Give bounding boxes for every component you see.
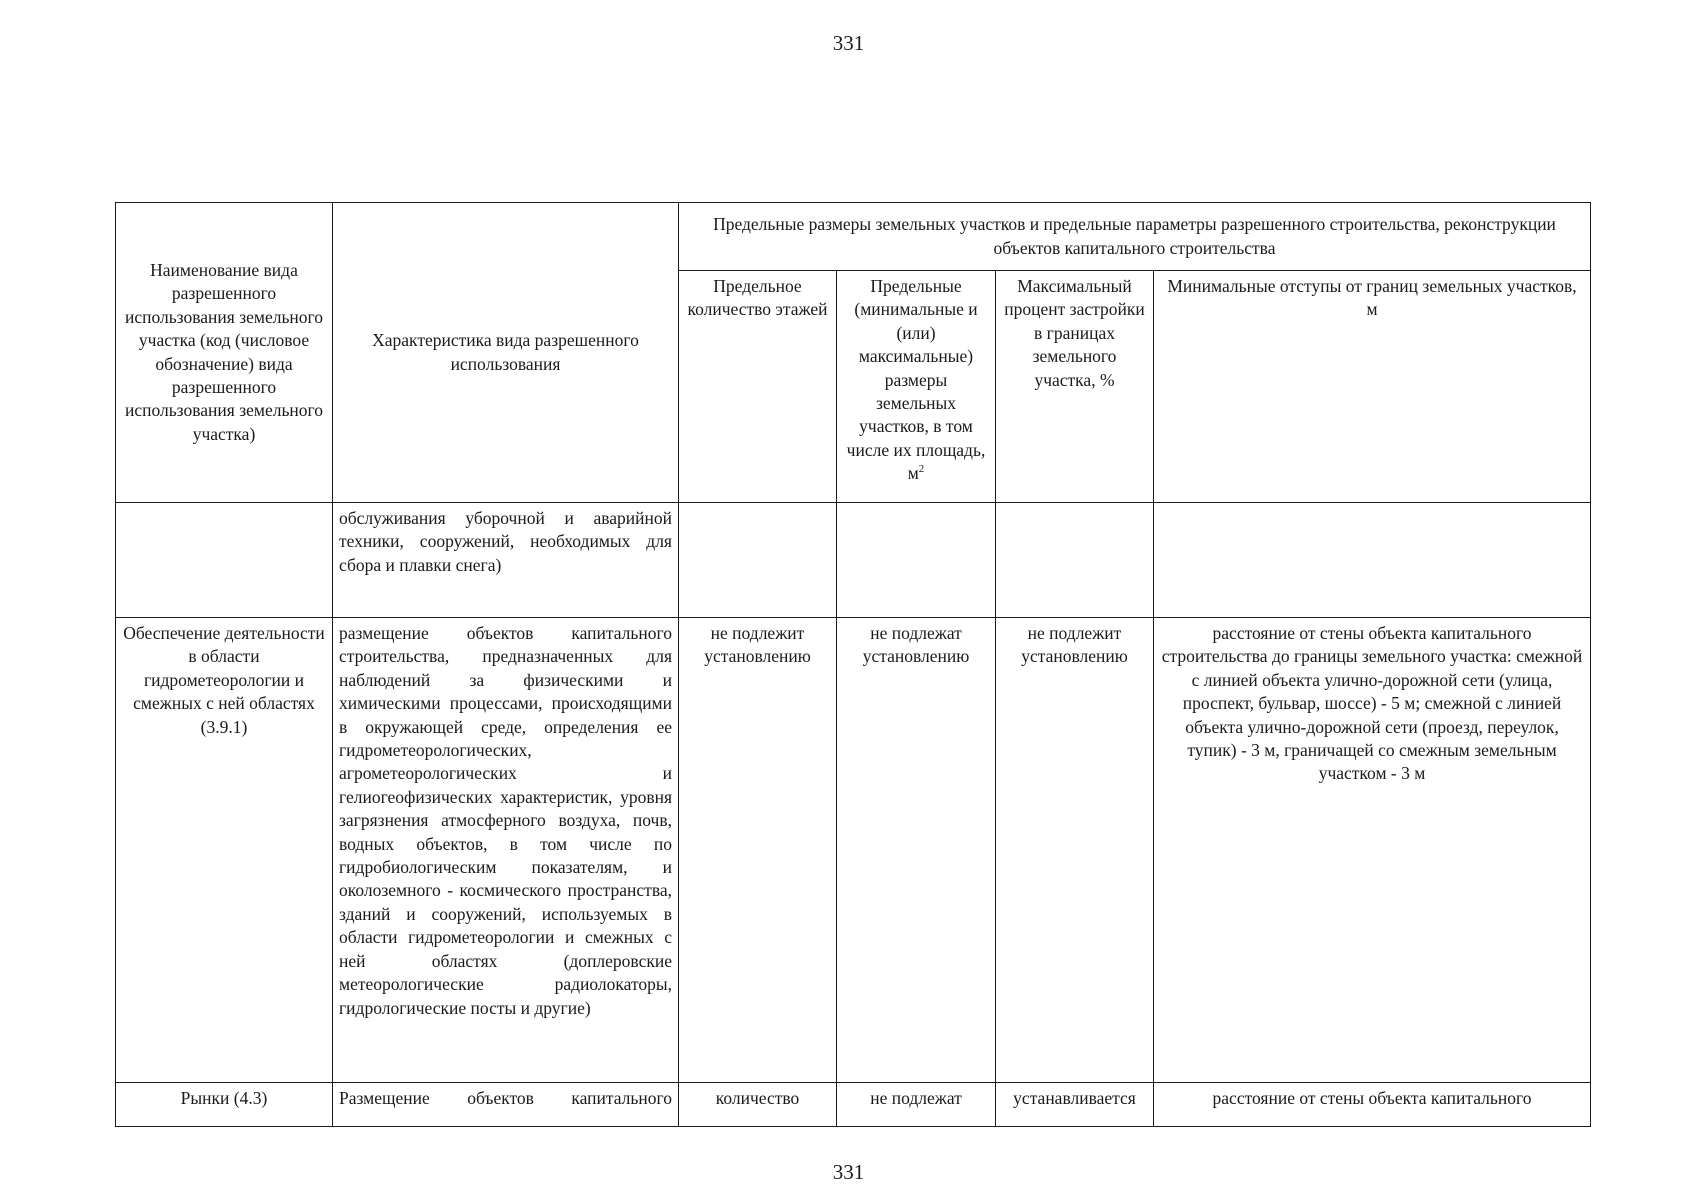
header-plot-sizes (837, 271, 996, 503)
row-2-coverage: не подлежит установлению (996, 618, 1154, 1083)
table-row (116, 1083, 1591, 1127)
row-1-sizes (837, 503, 996, 618)
header-plot-sizes-text: Предельные (минимальные и (или) максимальные) размеры земельных участков, в том числе их площадь, м (846, 276, 986, 484)
row-3-setbacks: расстояние от стены объекта капитального (1154, 1083, 1591, 1127)
row-3-sizes: не подлежат (837, 1083, 996, 1127)
header-max-floors: Предельное количество этажей (679, 271, 837, 503)
header-use-description: Характеристика вида разрешенного использования (333, 203, 679, 503)
row-3-description: Размещение объектов капитального (333, 1083, 679, 1127)
table-header-row (116, 203, 1591, 271)
row-1-description: обслуживания уборочной и аварийной техники, сооружений, необходимых для сбора и плавки снега) (333, 503, 679, 618)
header-min-setbacks: Минимальные отступы от границ земельных участков, м (1154, 271, 1591, 503)
row-3-floors: количество (679, 1083, 837, 1127)
table-row (116, 618, 1591, 1083)
row-1-floors (679, 503, 837, 618)
land-use-table (115, 202, 1591, 1127)
table-row (116, 503, 1591, 618)
row-2-setbacks: расстояние от стены объекта капитального строительства до границы земельного участка: смежной с линией объекта улично-дорожной сети (улица, проспект, бульвар, шоссе) - 5 м; смежной с линией объекта улично-дорожной сети (проезд, переулок, тупик) - 3 м, граничащей со смежным земельным участком - 3 м (1154, 618, 1591, 1083)
row-2-name: Обеспечение деятельности в области гидрометеорологии и смежных с ней областях (3.9.1) (116, 618, 333, 1083)
row-2-description: размещение объектов капитального строительства, предназначенных для наблюдений за физическими и химическими процессами, происходящими в окружающей среде, определения ее гидрометеорологических, агрометеорологических и гелиогеофизических характеристик, уровня загрязнения атмосферного воздуха, почв, водных объектов, в том числе по гидробиологическим показателям, и околоземного - космического пространства, зданий и сооружений, используемых в области гидрометеорологии и смежных с ней областях (доплеровские метеорологические радиолокаторы, гидрологические посты и другие) (333, 618, 679, 1083)
header-max-coverage: Максимальный процент застройки в границах земельного участка, % (996, 271, 1154, 503)
row-2-sizes: не подлежат установлению (837, 618, 996, 1083)
header-use-name: Наименование вида разрешенного использования земельного участка (код (числовое обозначение) вида разрешенного использования земельного участка) (116, 203, 333, 503)
row-1-name (116, 503, 333, 618)
row-1-setbacks (1154, 503, 1591, 618)
row-3-coverage: устанавливается (996, 1083, 1154, 1127)
row-2-floors: не подлежит установлению (679, 618, 837, 1083)
page-number-bottom: 331 (832, 1160, 865, 1184)
page-number-top: 331 (832, 31, 865, 55)
row-1-coverage (996, 503, 1154, 618)
header-limits-group: Предельные размеры земельных участков и предельные параметры разрешенного строительства, реконструкции объектов капитального строительства (679, 203, 1591, 271)
row-3-name: Рынки (4.3) (116, 1083, 333, 1127)
header-plot-sizes-sup: 2 (918, 463, 925, 476)
